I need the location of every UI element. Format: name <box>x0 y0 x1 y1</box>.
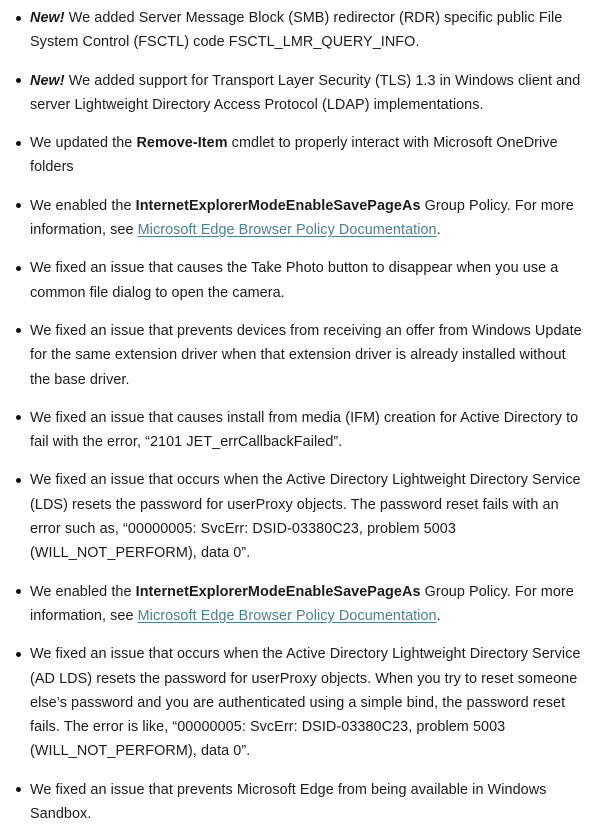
list-item <box>14 778 582 826</box>
text-run: We updated the <box>30 135 137 152</box>
text-run: We fixed an issue that occurs when the Active Directory Lightweight Directory Service (LDS) resets the password for userProxy objects. The password reset fails with an error such as, “00000005: SvcErr: DSID-03380C23, problem 5003 (WILL_NOT_PERFORM), data 0”. <box>30 472 581 562</box>
list-item-text <box>30 468 582 565</box>
list-item-text <box>30 69 582 118</box>
list-item <box>14 69 582 118</box>
bullet-icon <box>16 589 21 594</box>
list-item-text <box>30 642 582 763</box>
emphasized-term: InternetExplorerModeEnableSavePageAs <box>135 583 421 600</box>
text-run: We fixed an issue that occurs when the Active Directory Lightweight Directory Service (AD LDS) resets the password for userProxy objects. When you try to reset someone else’s password and you are authenticated using a simple bind, the password reset fails. The error is like, “00000005: SvcErr: DSID-03380C23, problem 5003 (WILL_NOT_PERFORM), data 0”. <box>30 646 581 760</box>
text-run: We enabled the <box>30 197 136 214</box>
list-item <box>14 642 582 763</box>
list-item <box>14 194 582 243</box>
release-notes-list <box>14 6 582 826</box>
bullet-icon <box>16 141 21 146</box>
bullet-icon <box>16 787 21 792</box>
text-run: We added Server Message Block (SMB) redirector (RDR) specific public File System Control (FSCTL) code FSCTL_LMR_QUERY_INFO. <box>30 10 563 51</box>
text-run: . <box>436 222 441 239</box>
bullet-icon <box>16 266 21 271</box>
emphasized-term: Remove-Item <box>136 135 228 152</box>
text-run: . <box>436 607 441 624</box>
bullet-icon <box>16 203 21 208</box>
list-item-text <box>30 580 582 629</box>
bullet-icon <box>16 16 21 21</box>
text-run: We fixed an issue that causes the Take Photo button to disappear when you use a common file dialog to open the camera. <box>30 260 559 301</box>
new-badge: New! <box>30 10 65 26</box>
text-run: Group Policy. For more information, see <box>30 583 574 624</box>
list-item-text <box>30 406 582 455</box>
text-run: We fixed an issue that prevents devices from receiving an offer from Windows Update for the same extension driver when that extension driver is already installed without the base driver. <box>30 322 582 388</box>
list-item <box>14 256 582 305</box>
text-run: We fixed an issue that prevents Microsoft Edge from being available in Windows Sandbox. <box>30 781 547 823</box>
text-run: Group Policy. For more information, see <box>30 197 574 239</box>
list-item-text <box>30 6 582 55</box>
list-item-text <box>30 256 582 305</box>
text-run: We enabled the <box>30 583 136 600</box>
list-item-text <box>30 131 582 180</box>
list-item <box>14 580 582 629</box>
list-item <box>14 131 582 180</box>
list-item <box>14 406 582 455</box>
text-run: cmdlet to properly interact with Microsoft OneDrive folders <box>30 135 558 176</box>
bullet-icon <box>16 78 21 83</box>
bullet-icon <box>16 415 21 420</box>
documentation-link[interactable]: Microsoft Edge Browser Policy Documentation <box>137 607 437 624</box>
list-item-text <box>30 194 582 243</box>
documentation-link[interactable]: Microsoft Edge Browser Policy Documentation <box>137 222 437 239</box>
text-run: We added support for Transport Layer Security (TLS) 1.3 in Windows client and server Lightweight Directory Access Protocol (LDAP) implementations. <box>30 72 581 113</box>
text-run: We fixed an issue that causes install from media (IFM) creation for Active Directory to fail with the error, “2101 JET_errCallbackFailed”. <box>30 409 579 451</box>
new-badge: New! <box>30 72 65 89</box>
list-item <box>14 6 582 55</box>
bullet-icon <box>16 478 21 483</box>
emphasized-term: InternetExplorerModeEnableSavePageAs <box>135 197 421 214</box>
list-item <box>14 319 582 392</box>
bullet-icon <box>16 328 21 333</box>
list-item-text <box>30 778 582 826</box>
list-item-text <box>30 319 582 392</box>
bullet-icon <box>16 652 21 657</box>
list-item <box>14 468 582 565</box>
